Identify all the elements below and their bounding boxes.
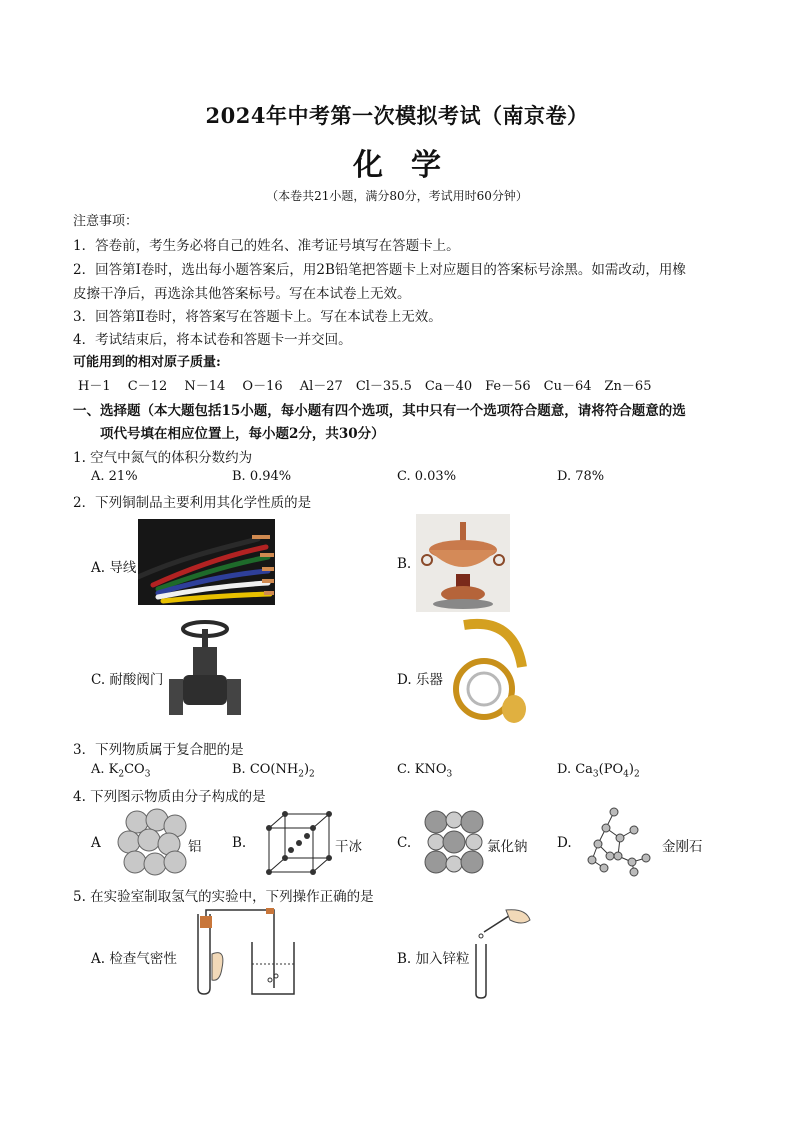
q1-option-d: D. 78% — [557, 469, 605, 484]
q2-option-d: D. 乐器 — [397, 672, 443, 688]
diamond-structure-image — [584, 806, 664, 878]
q4-option-d: D. — [557, 835, 572, 851]
q4-label-b: 干冰 — [335, 839, 362, 855]
q2-option-a: A. 导线 — [91, 560, 137, 576]
masses-heading: 可能用到的相对原子质量: — [73, 355, 221, 370]
section1-heading: 一、选择题（本大题包括15小题，每小题有四个选项，其中只有一个选项符合题意，请将符合题意的选 — [73, 403, 686, 419]
copper-wires-image — [138, 519, 275, 605]
exam-meta: （本卷共21小题，满分80分，考试用时60分钟） — [266, 189, 528, 203]
q4-label-c: 氯化钠 — [487, 839, 528, 855]
note-2-cont: 皮擦干净后，再选涂其他答案标号。写在本试卷上无效。 — [73, 286, 411, 302]
q3-option-d: D. $Ca_3(PO_4)_2$ — [557, 762, 640, 780]
note-2: 2．回答第Ⅰ卷时，选出每小题答案后，用2B铅笔把答题卡上对应题目的答案标号涂黑。如需改动，用橡 — [73, 262, 686, 278]
note-3: 3．回答第Ⅱ卷时，将答案写在答题卡上。写在本试卷上无效。 — [73, 309, 442, 325]
q3-option-a: A. $K_2CO_3$ — [91, 762, 151, 780]
q5-option-a: A. 检查气密性 — [91, 951, 177, 967]
add-zinc-image — [470, 906, 534, 1000]
q1-option-a: A. 21% — [91, 469, 138, 484]
q2-option-c: C. 耐酸阀门 — [91, 672, 164, 688]
valve-image — [165, 619, 250, 724]
q4-label-a: 铝 — [188, 839, 202, 855]
exam-title: 2024年中考第一次模拟考试（南京卷） — [205, 103, 589, 128]
q3-stem: 3．下列物质属于复合肥的是 — [73, 742, 244, 758]
french-horn-image — [444, 617, 528, 730]
q4-stem: 4. 下列图示物质由分子构成的是 — [73, 789, 266, 805]
q4-label-d: 金刚石 — [662, 839, 703, 855]
q2-stem: 2．下列铜制品主要利用其化学性质的是 — [73, 495, 312, 511]
q1-option-b: B. 0.94% — [232, 469, 292, 484]
aluminum-atoms-image — [117, 808, 189, 878]
masses-line: H－1 C－12 N－14 O－16 Al－27 Cl－35.5 Ca－40 Fe－56 Cu－64 Zn－65 — [78, 379, 652, 394]
q3-option-b: B. $CO(NH_2)_2$ — [232, 762, 315, 780]
q3-option-c: C. $KNO_3$ — [397, 762, 453, 780]
q1-stem: 1. 空气中氮气的体积分数约为 — [73, 450, 253, 466]
q5-option-b: B. 加入锌粒 — [397, 951, 470, 967]
subject-title: 化学 — [353, 148, 469, 183]
notes-heading: 注意事项： — [73, 214, 139, 229]
copper-hotpot-image — [416, 514, 510, 612]
section1-heading-cont: 项代号填在相应位置上，每小题2分，共30分） — [100, 426, 385, 442]
note-4: 4．考试结束后，将本试卷和答题卡一并交回。 — [73, 332, 352, 348]
q2-option-b: B. — [397, 556, 412, 572]
q5-stem: 5. 在实验室制取氢气的实验中，下列操作正确的是 — [73, 889, 374, 905]
airtightness-check-image — [182, 906, 302, 998]
dry-ice-lattice-image — [263, 810, 335, 876]
q4-option-c: C. — [397, 835, 412, 851]
q4-option-b: B. — [232, 835, 247, 851]
note-1: 1．答卷前，考生务必将自己的姓名、准考证号填写在答题卡上。 — [73, 238, 460, 254]
q1-option-c: C. 0.03% — [397, 469, 457, 484]
q4-option-a: A — [91, 835, 101, 851]
sodium-chloride-image — [422, 808, 490, 878]
